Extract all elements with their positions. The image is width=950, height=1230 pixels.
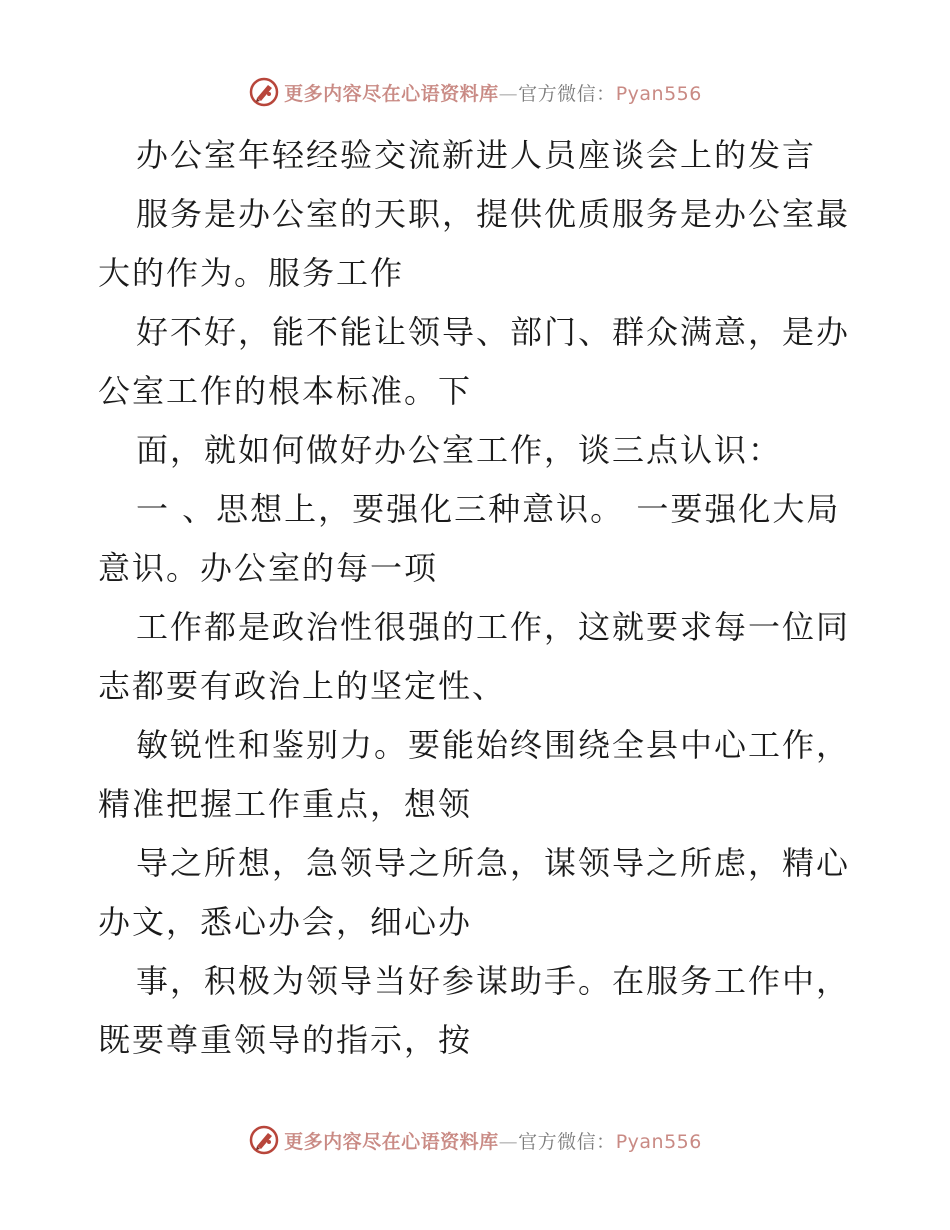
header-wechat-label: 官方微信：: [518, 82, 616, 105]
footer-banner: [0, 1120, 950, 1160]
pen-logo-icon: [248, 76, 280, 108]
paragraph: 面，就如何做好办公室工作，谈三点认识：: [136, 431, 783, 469]
footer-wechat-id: Pyan556: [615, 1130, 702, 1153]
footer-dash: —: [498, 1130, 519, 1153]
paragraph: 事，积极为领导当好参谋助手。在服务工作中，既要尊重领导的指示，按: [98, 962, 851, 1059]
pen-logo-icon: [248, 1124, 280, 1156]
paragraph: 一 、思想上，要强化三种意识。 一要强化大局意识。办公室的每一项: [98, 490, 841, 587]
footer-wechat-label: 官方微信：: [518, 1130, 616, 1153]
header-brand-text: 更多内容尽在心语资料库: [284, 82, 499, 105]
footer-brand-text: 更多内容尽在心语资料库: [284, 1130, 499, 1153]
header-banner: [0, 72, 950, 112]
header-wechat-id: Pyan556: [615, 82, 702, 105]
paragraph: 敏锐性和鉴别力。要能始终围绕全县中心工作，精准把握工作重点，想领: [98, 726, 851, 823]
document-body: [98, 126, 858, 1070]
paragraph: 工作都是政治性很强的工作，这就要求每一位同志都要有政治上的坚定性、: [98, 608, 851, 705]
document-title: 办公室年轻经验交流新进人员座谈会上的发言: [136, 136, 817, 174]
paragraph: 服务是办公室的天职，提供优质服务是办公室最大的作为。服务工作: [98, 195, 851, 292]
header-dash: —: [498, 82, 519, 105]
paragraph: 好不好，能不能让领导、部门、群众满意，是办公室工作的根本标准。下: [98, 313, 851, 410]
paragraph: 导之所想，急领导之所急，谋领导之所虑，精心办文，悉心办会，细心办: [98, 844, 851, 941]
